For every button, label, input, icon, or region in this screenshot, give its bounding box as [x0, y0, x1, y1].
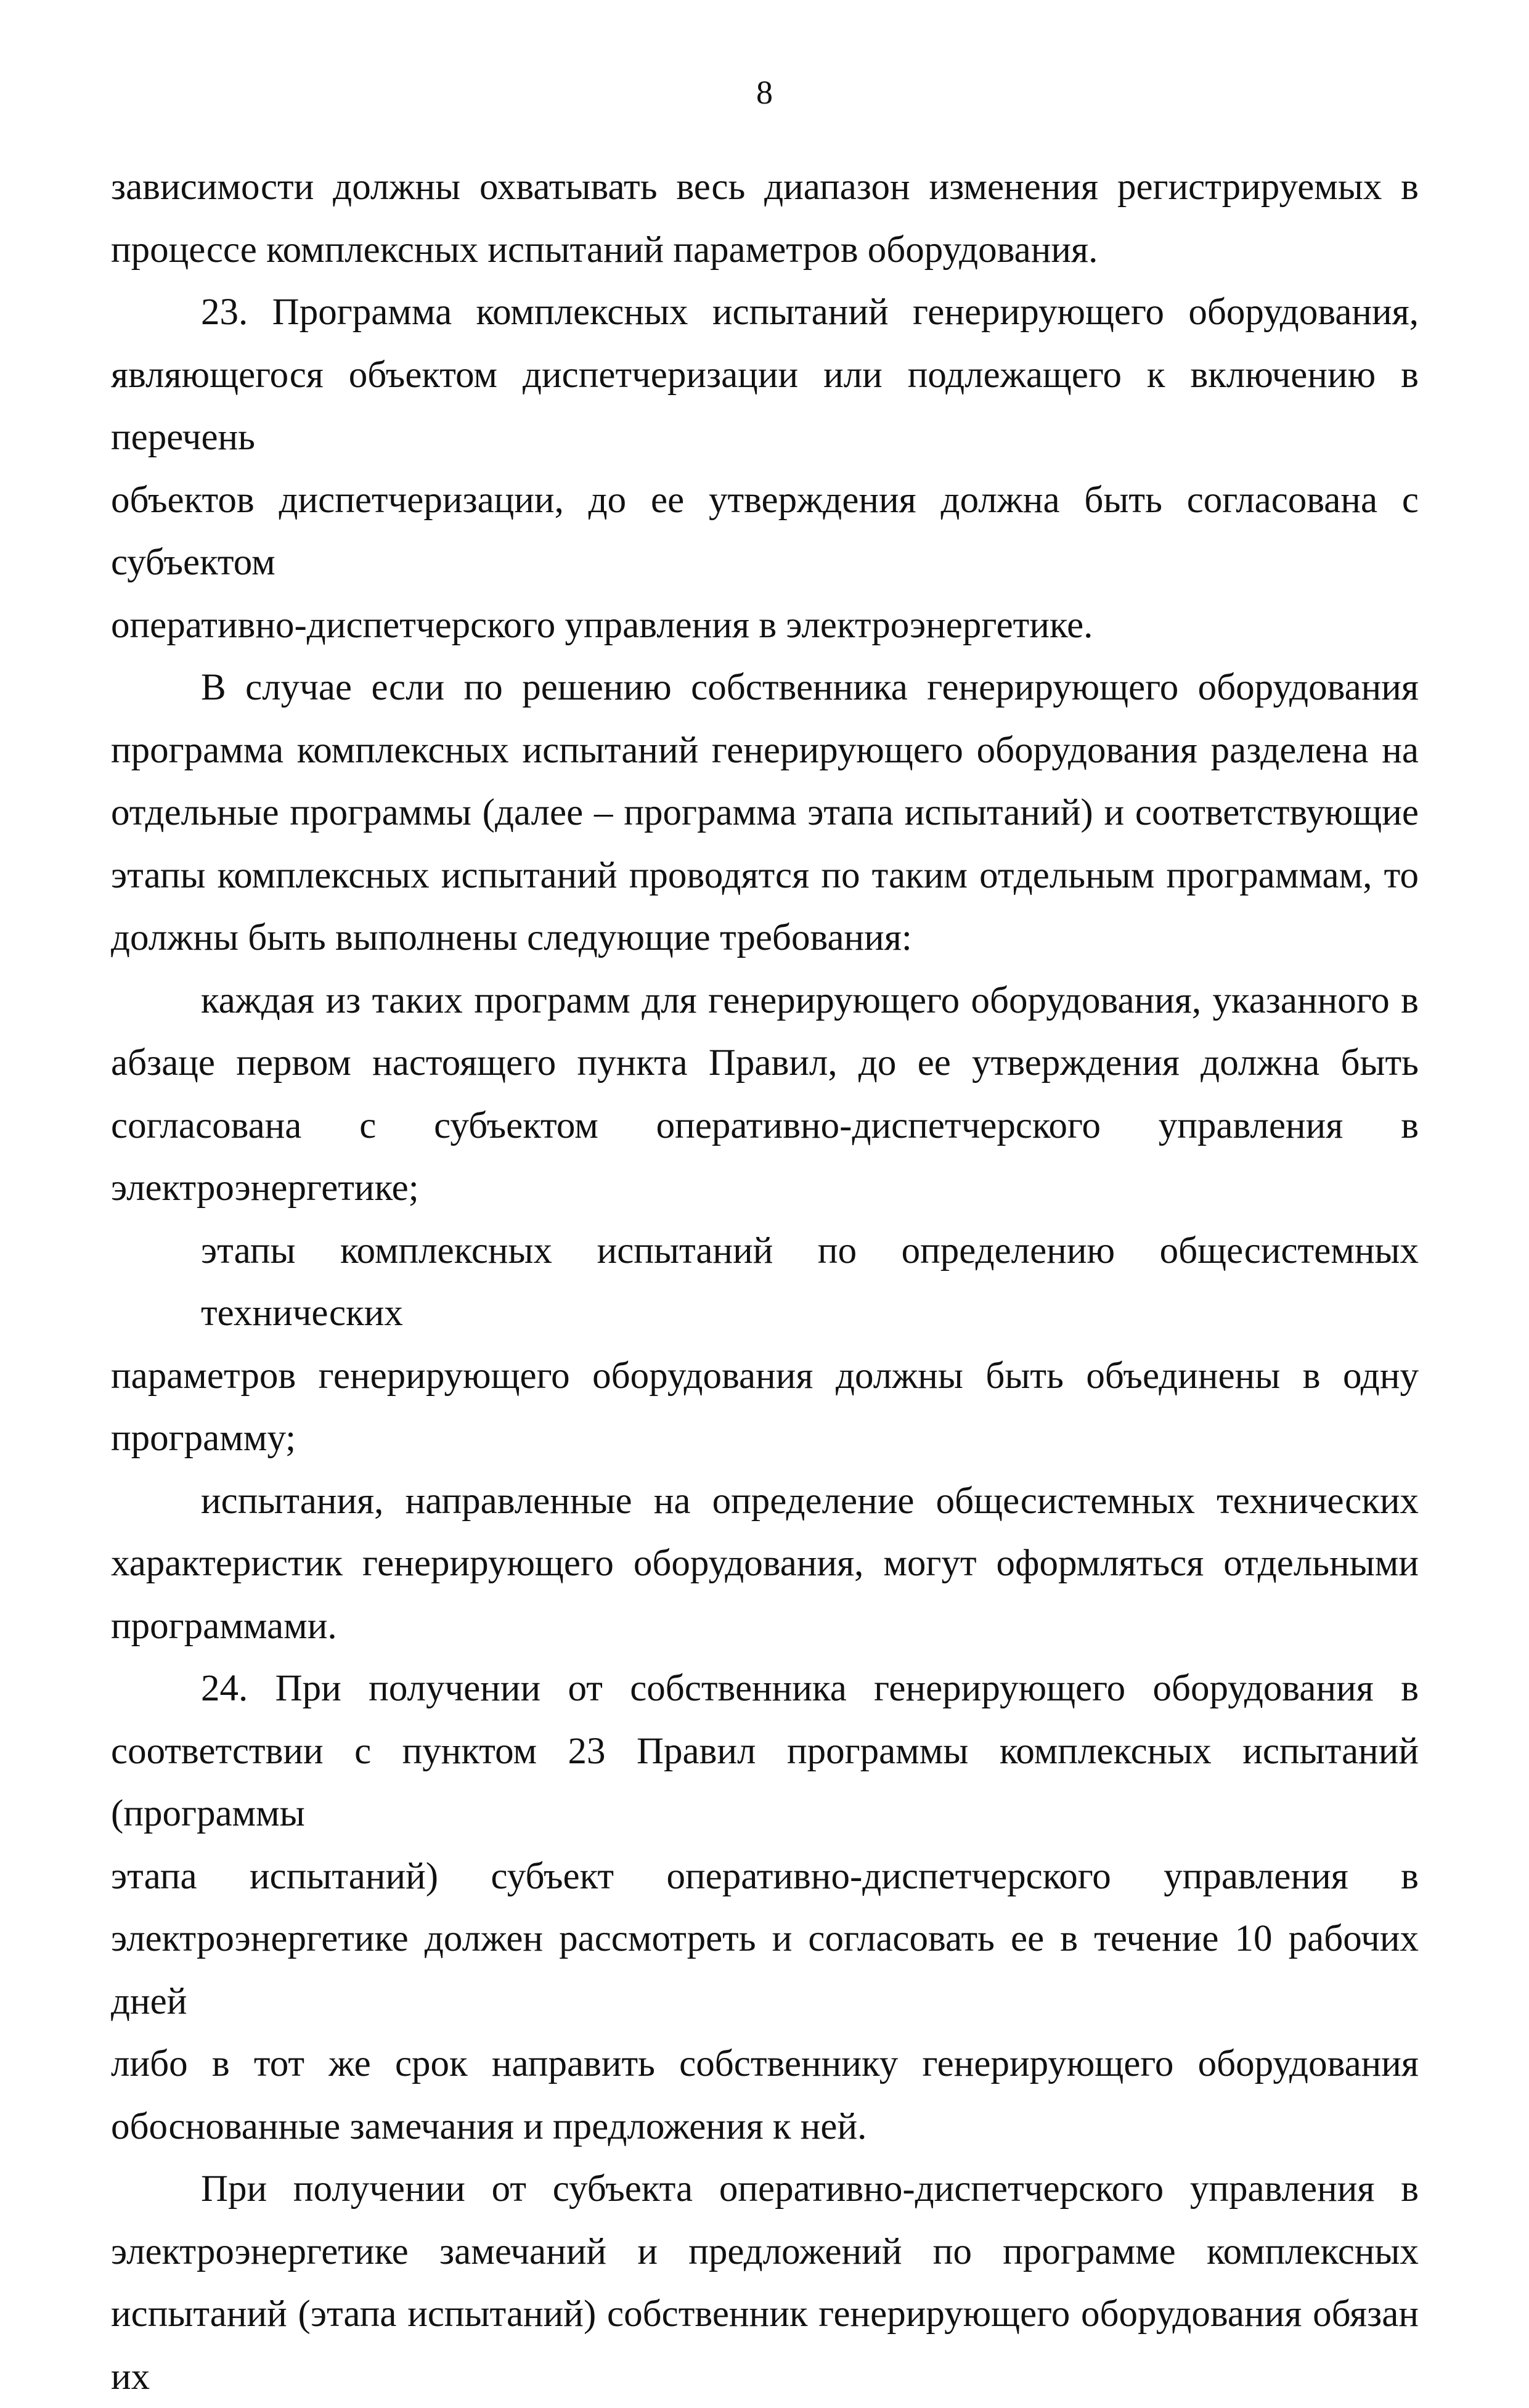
page-number: 8 — [756, 74, 773, 111]
text-line: соответствии с пунктом 23 Правил программы комплексных испытаний (программы — [111, 1730, 1419, 1834]
text-line: обоснованные замечания и предложения к ней. — [111, 2105, 867, 2147]
text-line: объектов диспетчеризации, до ее утверждения должна быть согласована с субъектом — [111, 479, 1419, 583]
paragraph — [111, 656, 1419, 969]
text-line: испытания, направленные на определение общесистемных технических — [201, 1480, 1419, 1522]
text-line: 24. При получении от собственника генерирующего оборудования в — [201, 1668, 1419, 1709]
text-line: абзаце первом настоящего пункта Правил, до ее утверждения должна быть — [111, 1042, 1419, 1084]
text-line: этапа испытаний) субъект оперативно-диспетчерского управления в — [111, 1855, 1419, 1897]
text-line: параметров генерирующего оборудования должны быть объединены в одну — [111, 1355, 1419, 1397]
paragraph — [111, 281, 1419, 656]
text-line: характеристик генерирующего оборудования, могут оформляться отдельными — [111, 1543, 1419, 1584]
paragraph — [111, 1657, 1419, 2158]
text-line: программа комплексных испытаний генерирующего оборудования разделена на — [111, 729, 1419, 771]
paragraph — [111, 969, 1419, 1220]
text-line: либо в тот же срок направить собственнику генерирующего оборудования — [111, 2043, 1419, 2084]
text-line: В случае если по решению собственника генерирующего оборудования — [201, 667, 1419, 708]
text-line: программами. — [111, 1605, 337, 1647]
text-line: электроэнергетике; — [111, 1167, 419, 1209]
text-line: являющегося объектом диспетчеризации или подлежащего к включению в перечень — [111, 354, 1419, 458]
paragraph — [111, 156, 1419, 281]
text-line: 23. Программа комплексных испытаний генерирующего оборудования, — [201, 292, 1419, 333]
text-line: программу; — [111, 1418, 296, 1459]
document-body — [111, 156, 1419, 2408]
text-line: отдельные программы (далее – программа этапа испытаний) и соответствующие — [111, 792, 1419, 833]
text-line: зависимости должны охватывать весь диапазон изменения регистрируемых в — [111, 166, 1419, 208]
text-line: каждая из таких программ для генерирующего оборудования, указанного в — [201, 979, 1419, 1021]
text-line: оперативно-диспетчерского управления в электроэнергетике. — [111, 604, 1093, 646]
text-line: этапы комплексных испытаний проводятся по таким отдельным программам, то — [111, 854, 1419, 896]
text-line: согласована с субъектом оперативно-диспетчерского управления в — [111, 1104, 1419, 1146]
text-line: этапы комплексных испытаний по определению общесистемных технических — [201, 1230, 1419, 1334]
text-line: электроэнергетике должен рассмотреть и согласовать ее в течение 10 рабочих дней — [111, 1918, 1419, 2022]
text-line: процессе комплексных испытаний параметров оборудования. — [111, 229, 1098, 271]
paragraph — [111, 1470, 1419, 1658]
text-line: испытаний (этапа испытаний) собственник генерирующего оборудования обязан их — [111, 2293, 1419, 2398]
paragraph — [111, 2158, 1419, 2408]
paragraph — [111, 1220, 1419, 1470]
text-line: электроэнергетике замечаний и предложений по программе комплексных — [111, 2230, 1419, 2272]
text-line: При получении от субъекта оперативно-диспетчерского управления в — [201, 2168, 1419, 2210]
text-line: должны быть выполнены следующие требования: — [111, 917, 912, 958]
